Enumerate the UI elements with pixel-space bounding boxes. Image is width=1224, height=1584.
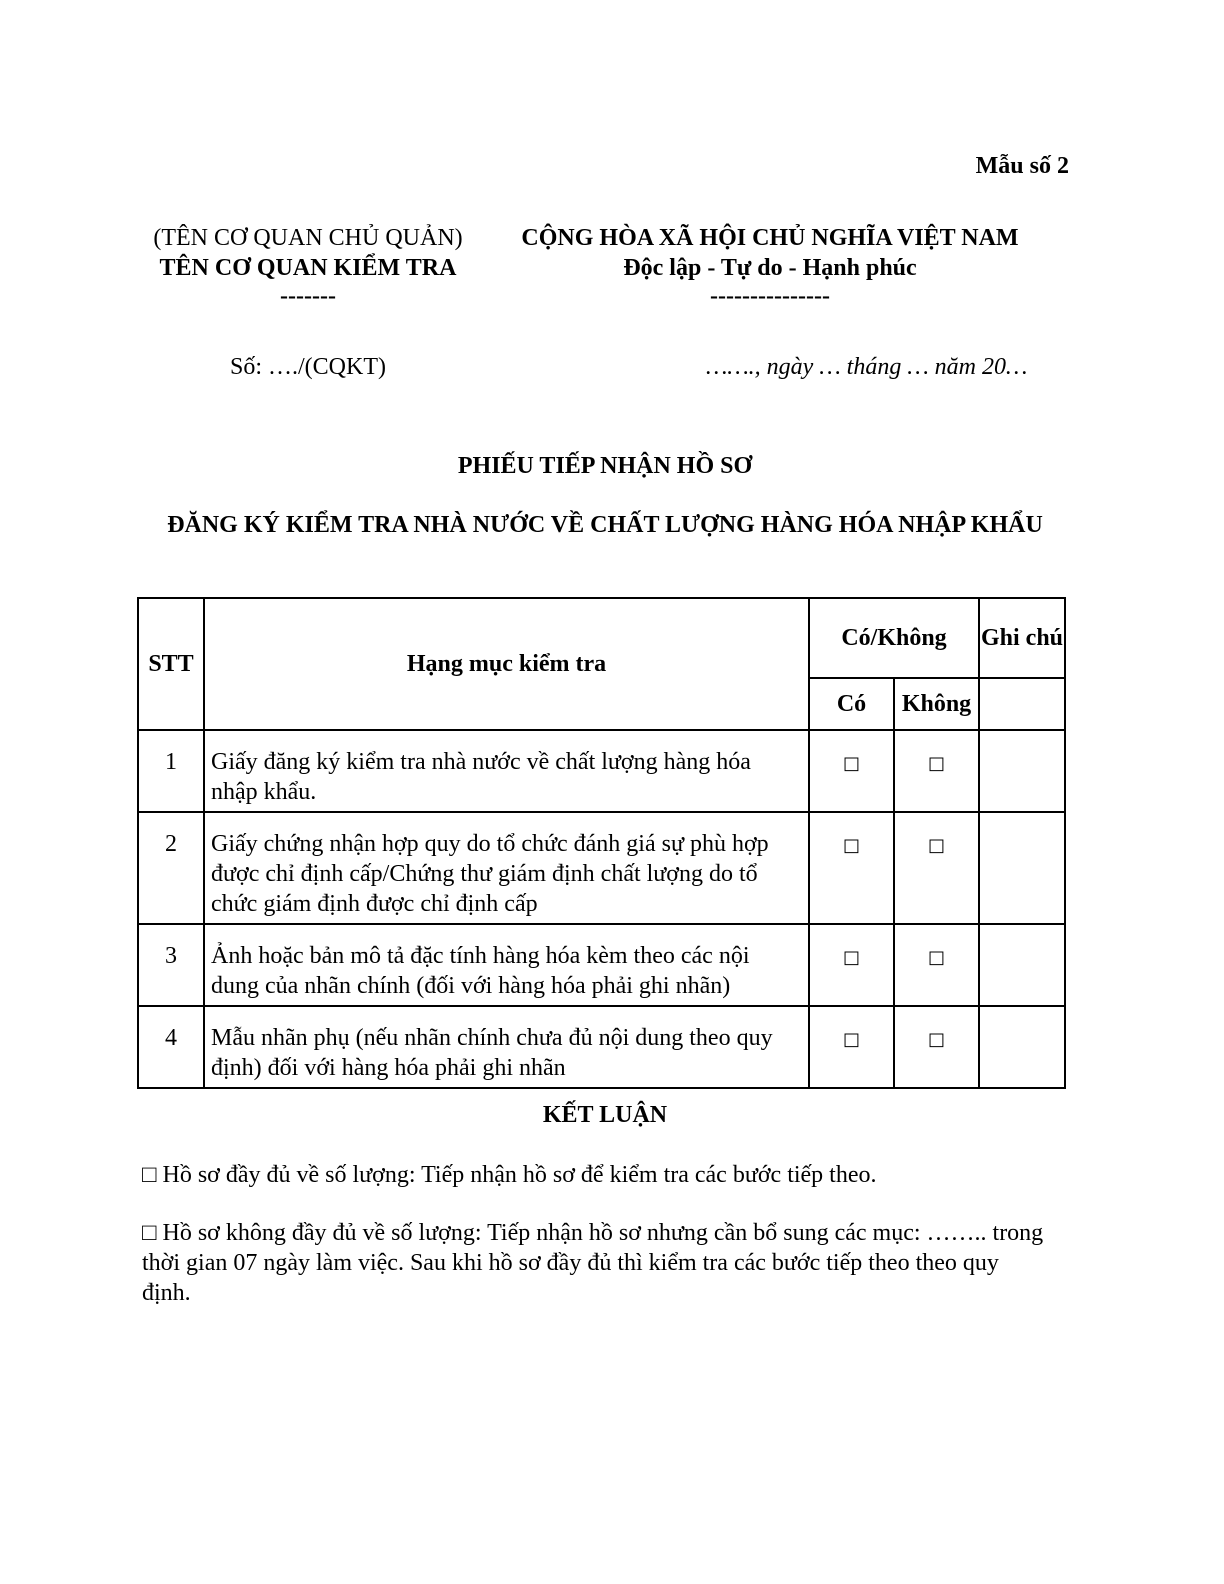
checkbox-icon: □ bbox=[842, 1029, 860, 1050]
yes-checkbox[interactable] bbox=[809, 812, 894, 924]
row-note bbox=[979, 730, 1065, 812]
row-note bbox=[979, 812, 1065, 924]
header-yes: Có bbox=[809, 678, 894, 730]
row-stt: 3 bbox=[138, 924, 204, 1006]
table-row bbox=[138, 924, 1065, 1006]
national-motto: Độc lập - Tự do - Hạnh phúc bbox=[623, 255, 917, 281]
form-title: PHIẾU TIẾP NHẬN HỒ SƠ bbox=[457, 453, 753, 479]
header-item: Hạng mục kiểm tra bbox=[204, 598, 809, 730]
agency-header bbox=[140, 223, 476, 309]
header-yes-no: Có/Không bbox=[809, 598, 979, 678]
header-note: Ghi chú bbox=[979, 598, 1065, 678]
row-note bbox=[979, 924, 1065, 1006]
national-header bbox=[490, 223, 1050, 309]
header-note-empty bbox=[979, 678, 1065, 730]
table-row bbox=[138, 730, 1065, 812]
yes-checkbox[interactable] bbox=[809, 730, 894, 812]
header-no: Không bbox=[894, 678, 979, 730]
checkbox-icon: □ bbox=[842, 947, 860, 968]
form-number: Mẫu số 2 bbox=[975, 153, 1069, 179]
row-stt: 4 bbox=[138, 1006, 204, 1088]
checkbox-icon: □ bbox=[842, 753, 860, 774]
no-checkbox[interactable] bbox=[894, 812, 979, 924]
checkbox-icon: □ bbox=[927, 1029, 945, 1050]
row-item: Giấy chứng nhận hợp quy do tổ chức đánh giá sự phù hợp được chỉ định cấp/Chứng thư giám định chất lượng do tổ chức giám định được chỉ định cấp bbox=[204, 812, 809, 924]
checklist-table bbox=[137, 597, 1066, 1089]
header-stt: STT bbox=[138, 598, 204, 730]
conclusion-title: KẾT LUẬN bbox=[542, 1102, 668, 1128]
conclusion-option-incomplete[interactable]: □ Hồ sơ không đầy đủ về số lượng: Tiếp nhận hồ sơ nhưng cần bổ sung các mục: …….. trong thời gian 07 ngày làm việc. Sau khi hồ sơ đầy đủ thì kiểm tra các bước tiếp theo theo quy định. bbox=[142, 1220, 1044, 1306]
checkbox-icon: □ bbox=[927, 947, 945, 968]
row-item: Ảnh hoặc bản mô tả đặc tính hàng hóa kèm theo các nội dung của nhãn chính (đối với hàng hóa phải ghi nhãn) bbox=[204, 924, 809, 1006]
row-stt: 1 bbox=[138, 730, 204, 812]
agency-separator: ------- bbox=[280, 283, 336, 309]
yes-checkbox[interactable] bbox=[809, 1006, 894, 1088]
table-row bbox=[138, 1006, 1065, 1088]
row-note bbox=[979, 1006, 1065, 1088]
conclusion-option-complete[interactable]: □ Hồ sơ đầy đủ về số lượng: Tiếp nhận hồ sơ để kiểm tra các bước tiếp theo. bbox=[142, 1162, 877, 1188]
no-checkbox[interactable] bbox=[894, 730, 979, 812]
checkbox-icon: □ bbox=[927, 753, 945, 774]
form-subtitle: ĐĂNG KÝ KIỂM TRA NHÀ NƯỚC VỀ CHẤT LƯỢNG HÀNG HÓA NHẬP KHẨU bbox=[167, 512, 1043, 538]
no-checkbox[interactable] bbox=[894, 1006, 979, 1088]
national-separator: --------------- bbox=[710, 283, 830, 309]
table-header-row bbox=[138, 598, 1065, 678]
checkbox-icon: □ bbox=[842, 835, 860, 856]
row-item: Giấy đăng ký kiểm tra nhà nước về chất lượng hàng hóa nhập khẩu. bbox=[204, 730, 809, 812]
document-date: ……., ngày … tháng … năm 20… bbox=[706, 354, 1028, 380]
checkbox-icon: □ bbox=[927, 835, 945, 856]
row-item: Mẫu nhãn phụ (nếu nhãn chính chưa đủ nội dung theo quy định) đối với hàng hóa phải ghi nhãn bbox=[204, 1006, 809, 1088]
table-row bbox=[138, 812, 1065, 924]
no-checkbox[interactable] bbox=[894, 924, 979, 1006]
row-stt: 2 bbox=[138, 812, 204, 924]
document-number: Số: …./(CQKT) bbox=[230, 354, 386, 380]
inspection-agency-name: TÊN CƠ QUAN KIỂM TRA bbox=[159, 255, 457, 281]
parent-agency: (TÊN CƠ QUAN CHỦ QUẢN) bbox=[153, 225, 463, 251]
yes-checkbox[interactable] bbox=[809, 924, 894, 1006]
national-title: CỘNG HÒA XÃ HỘI CHỦ NGHĨA VIỆT NAM bbox=[521, 225, 1019, 251]
